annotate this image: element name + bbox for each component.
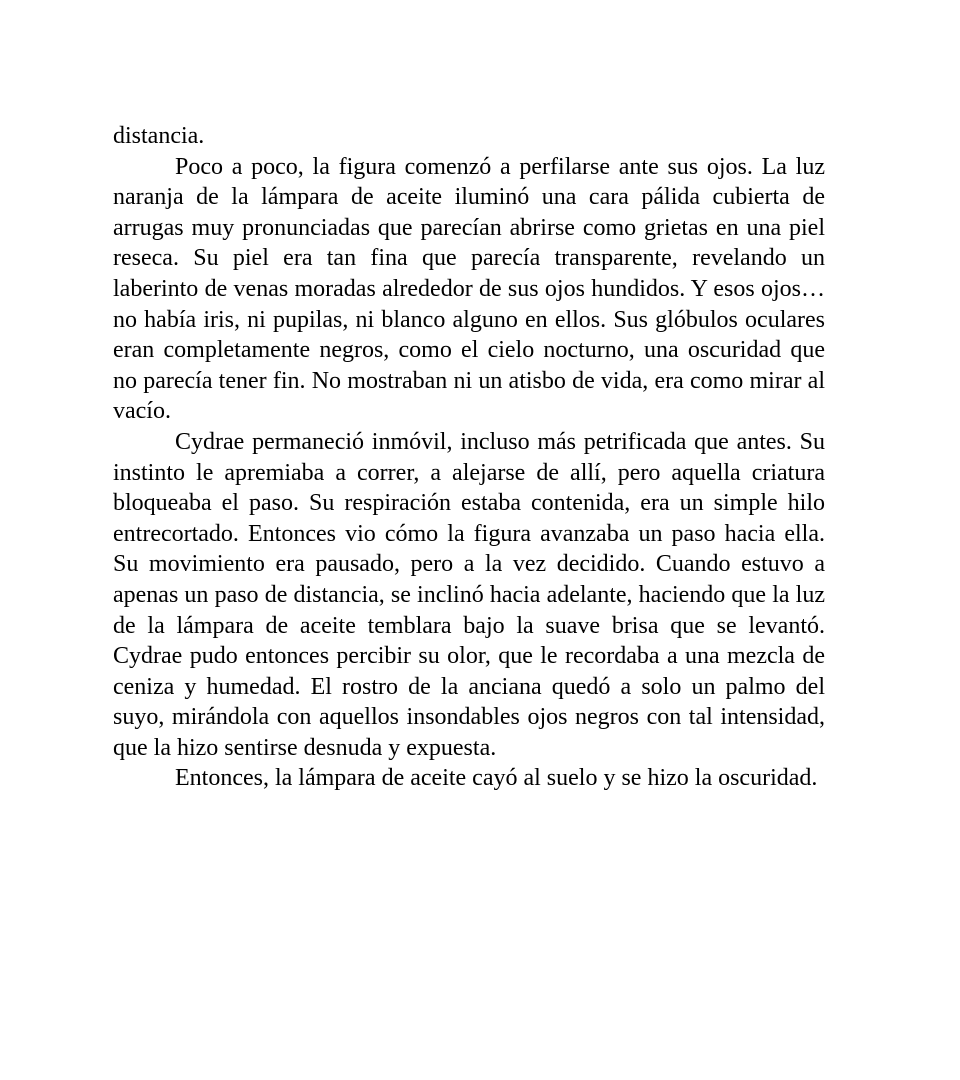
text-block <box>113 121 825 794</box>
paragraph-figure-description: Poco a poco, la figura comenzó a perfilarse ante sus ojos. La luz naranja de la lámpara de aceite iluminó una cara pálida cubierta de arrugas muy pronunciadas que parecían abrirse como grietas en una piel reseca. Su piel era tan fina que parecía transparente, revelando un laberinto de venas moradas alrededor de sus ojos hundidos. Y esos ojos… no había iris, ni pupilas, ni blanco alguno en ellos. Sus glóbulos oculares eran completamente negros, como el cielo nocturno, una oscuridad que no parecía tener fin. No mostraban ni un atisbo de vida, era como mirar al vacío. <box>113 153 825 425</box>
paragraph-cydrae-frozen: Cydrae permaneció inmóvil, incluso más petrificada que antes. Su instinto le apremiaba a correr, a alejarse de allí, pero aquella criatura bloqueaba el paso. Su respiración estaba contenida, era un simple hilo entrecortado. Entonces vio cómo la figura avanzaba un paso hacia ella. Su movimiento era pausado, pero a la vez decidido. Cuando estuvo a apenas un paso de distancia, se inclinó hacia adelante, haciendo que la luz de la lámpara de aceite temblara bajo la suave brisa que se levantó. Cydrae pudo entonces percibir su olor, que le recordaba a una mezcla de ceniza y humedad. El rostro de la anciana quedó a solo un palmo del suyo, mirándola con aquellos insondables ojos negros con tal intensidad, que la hizo sentirse desnuda y expuesta. <box>113 428 825 761</box>
paragraph-lamp-falls: Entonces, la lámpara de aceite cayó al suelo y se hizo la oscuridad. <box>175 765 818 792</box>
paragraph-fragment-continuation: distancia. <box>113 123 205 149</box>
